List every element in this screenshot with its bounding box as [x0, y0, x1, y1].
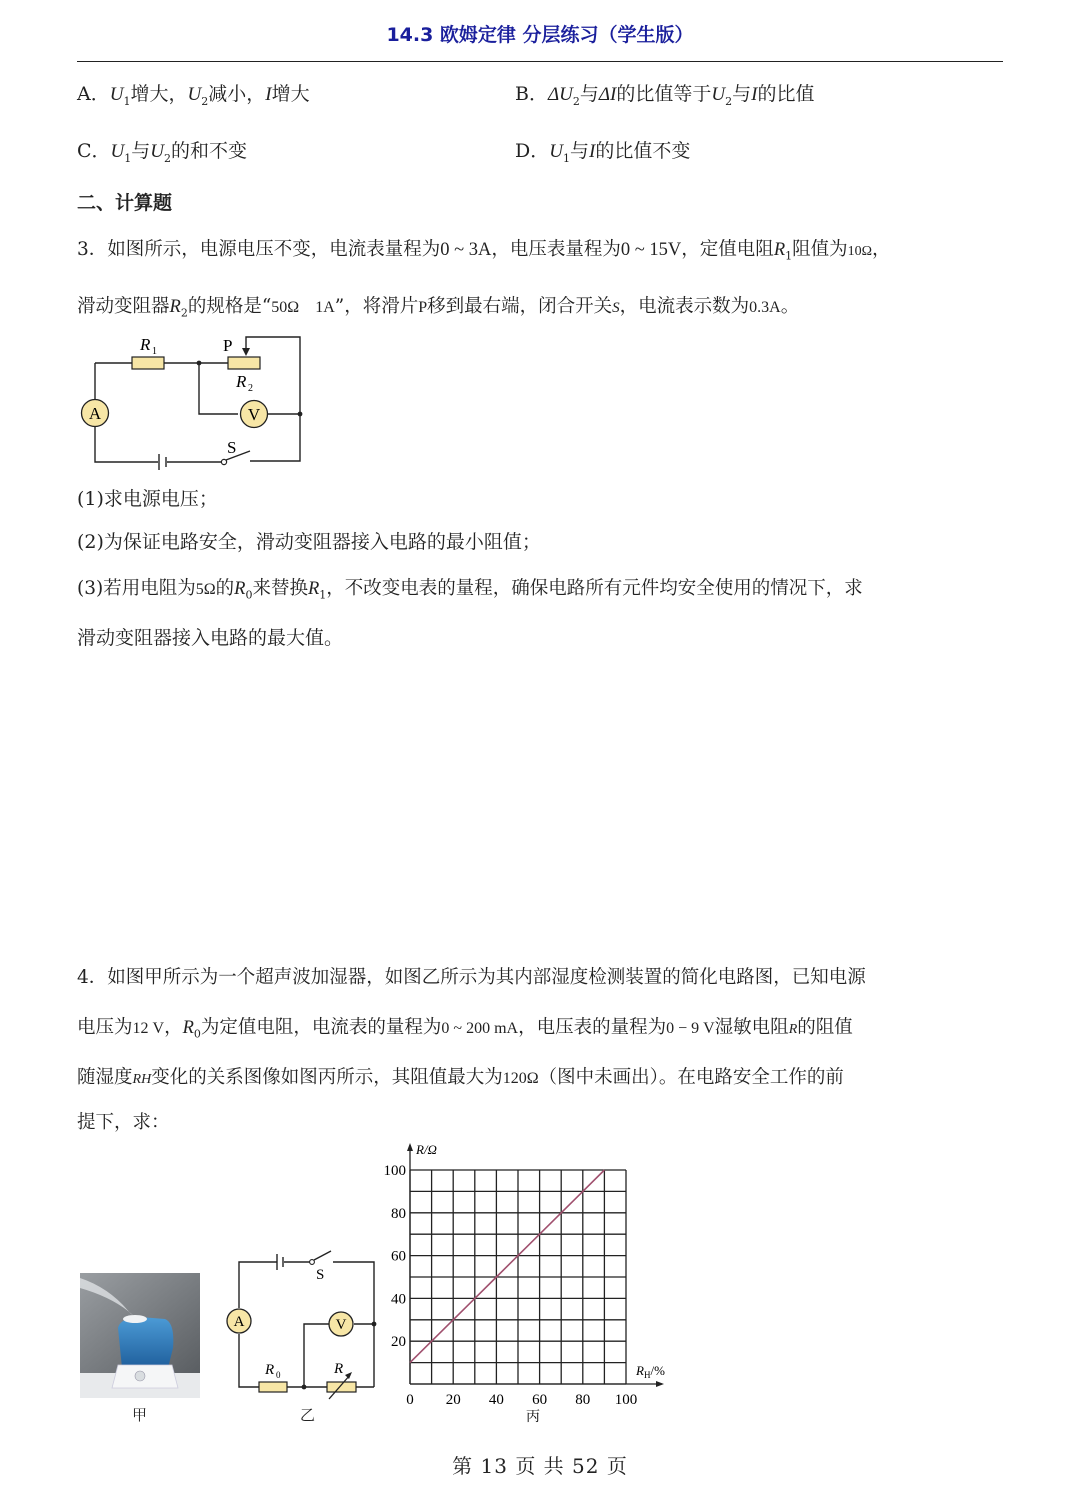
voltmeter-label: V [247, 405, 261, 424]
y-axis-arrow-icon [407, 1143, 413, 1151]
text: ， [164, 1017, 183, 1038]
var: R [169, 297, 181, 317]
chart-tick-labels [384, 1163, 638, 1408]
series-line [410, 1170, 604, 1363]
humidifier-image [80, 1273, 200, 1398]
text: 随湿度 [77, 1067, 133, 1088]
junction-dot [197, 361, 202, 366]
var: U [187, 84, 202, 105]
sub: 0 [193, 1027, 201, 1041]
switch-label: S [227, 438, 237, 457]
option-a [77, 82, 310, 114]
q3-line-2 [77, 295, 799, 326]
rheostat-r2 [228, 357, 260, 369]
text: 电压为 [77, 1017, 133, 1038]
fig-jia-caption: 甲 [132, 1406, 148, 1424]
junction-dot [302, 1385, 307, 1390]
wire [95, 426, 158, 462]
x-tick-label: 0 [406, 1392, 414, 1408]
range: 0 ~ 200 mA [441, 1020, 519, 1037]
text: (3)若用电阻为 [77, 578, 196, 599]
sub: 1 [124, 151, 132, 165]
r-label: R [334, 1361, 344, 1377]
value: 0.3A [749, 299, 781, 316]
switch-pivot [221, 459, 226, 464]
var: U [549, 141, 563, 162]
q3-sub-question-1: (1)求电源电压； [77, 488, 218, 510]
text: 增大 [271, 83, 310, 105]
text: 与 [732, 83, 752, 105]
var: U [109, 84, 124, 105]
y-tick-label: 100 [383, 1163, 406, 1179]
sub: 1 [123, 94, 131, 108]
text: 3．如图所示，电源电压不变，电流表量程为 [77, 239, 441, 260]
text: 变化的关系图像如图丙所示，其阻值最大为 [151, 1067, 503, 1088]
text: 移到最右端，闭合开关 [427, 296, 613, 317]
value: 5Ω [195, 581, 216, 598]
wire [199, 363, 238, 414]
text: 与 [569, 140, 589, 162]
text: 来替换 [252, 578, 308, 599]
text: ， [872, 239, 891, 260]
switch-pivot [310, 1260, 315, 1265]
q4-line-4: 提下，求： [77, 1112, 170, 1133]
x-tick-label: 20 [445, 1392, 461, 1408]
text: ，不改变电表的量程，确保电路所有元件均安全使用的情况下，求 [326, 578, 863, 599]
chart-series [410, 1170, 604, 1363]
sub: 2 [201, 94, 209, 108]
text: （图中未画出）。在电路安全工作的前 [538, 1067, 844, 1088]
var: S [612, 300, 620, 316]
text: 与 [579, 83, 599, 105]
resistor-r1 [132, 357, 164, 369]
var: I [265, 84, 272, 105]
resistance-humidity-chart [370, 1135, 680, 1425]
text: 的阻值 [797, 1017, 853, 1038]
r0-subscript: 0 [276, 1370, 281, 1380]
wire [246, 337, 300, 461]
r1-label: R [140, 335, 151, 354]
var: ΔI [598, 84, 617, 105]
q3-sub-question-3-cont: 滑动变阻器接入电路的最大值。 [77, 627, 344, 649]
option-label: B． [515, 83, 548, 105]
var: R [307, 579, 320, 599]
text: 增大， [130, 83, 188, 105]
x-label-unit: /% [650, 1363, 665, 1378]
section-title: 二、计算题 [77, 192, 173, 214]
r2-subscript: 2 [248, 383, 253, 394]
sub: 2 [725, 94, 733, 108]
text: 的比值不变 [595, 140, 691, 162]
x-axis-arrow-icon [656, 1381, 664, 1387]
text: 湿敏电阻 [714, 1017, 789, 1038]
fig-bing-caption: 丙 [526, 1410, 540, 1425]
option-b [515, 82, 814, 114]
ammeter-label: A [88, 404, 102, 423]
var: RH [132, 1072, 152, 1087]
x-tick-label: 40 [488, 1392, 504, 1408]
option-label: C． [77, 140, 111, 162]
sub: 2 [164, 151, 172, 165]
q4-line-1: 4．如图甲所示为一个超声波加湿器，如图乙所示为其内部湿度检测装置的简化电路图，已知电源 [77, 967, 866, 988]
text: 。 [780, 296, 800, 317]
resistor-r0 [259, 1382, 287, 1392]
q4-line-2 [77, 1016, 853, 1047]
text: 为定值电阻，电流表的量程为 [200, 1017, 442, 1038]
var: P [418, 299, 428, 316]
x-axis-label [635, 1363, 665, 1380]
wire [304, 1324, 329, 1387]
switch-lever [314, 1251, 331, 1260]
text: 的和不变 [171, 140, 248, 162]
r0-label: R [265, 1362, 275, 1378]
text: 的比值 [757, 83, 815, 105]
fig-yi-caption: 乙 [300, 1406, 316, 1424]
value: 12 V [132, 1020, 165, 1037]
y-tick-label: 20 [391, 1334, 406, 1351]
text: 减小， [208, 83, 266, 105]
sub: 1 [319, 588, 327, 602]
text: ，电压表量程为 [491, 239, 621, 260]
q4-line-3 [77, 1066, 844, 1092]
sub: 0 [245, 588, 253, 602]
ammeter-label: A [233, 1314, 245, 1330]
sub: 2 [572, 94, 580, 108]
text: 的 [215, 578, 235, 599]
var: U [150, 141, 165, 162]
var: R [234, 579, 246, 599]
text: ，定值电阻 [681, 239, 774, 260]
text: 阻值为 [792, 239, 848, 260]
sub: 1 [785, 249, 793, 263]
variable-arrow-icon [345, 1372, 352, 1379]
y-tick-label: 80 [391, 1205, 406, 1222]
text: 的比值等于 [616, 83, 712, 105]
y-axis-label: R/Ω [416, 1142, 437, 1157]
range: 0 ~ 3A [440, 240, 492, 260]
spec: 50Ω 1A [271, 299, 335, 316]
option-label: A． [77, 83, 110, 105]
r1-subscript: 1 [152, 346, 157, 357]
page-header-title: 14.3 欧姆定律 分层练习（学生版） [386, 24, 694, 46]
x-tick-label: 80 [575, 1392, 591, 1408]
text: 滑动变阻器 [77, 296, 170, 317]
value: 120Ω [502, 1070, 539, 1087]
var: U [110, 141, 125, 162]
var: I [751, 84, 758, 105]
var: I [588, 141, 596, 162]
slider-p-label: P [223, 336, 233, 355]
wire [239, 1262, 277, 1308]
sub: 1 [562, 151, 570, 165]
var: R [788, 1022, 798, 1037]
value: 10Ω [847, 244, 873, 259]
text: ，电流表示数为 [619, 296, 750, 317]
var: R [182, 1018, 194, 1038]
text: ”，将滑片 [334, 296, 419, 317]
sub: 2 [180, 306, 188, 320]
y-tick-label: 60 [391, 1248, 406, 1265]
x-tick-label: 100 [614, 1392, 638, 1408]
x-tick-label: 60 [532, 1392, 548, 1408]
var: U [711, 84, 726, 105]
option-label: D． [515, 140, 550, 162]
option-c [77, 139, 247, 171]
q3-circuit-diagram [70, 325, 320, 475]
q3-line-1 [77, 238, 891, 269]
humidity-sensitive-resistor [327, 1382, 356, 1392]
switch-label: S [316, 1267, 325, 1283]
q3-sub-question-3 [77, 577, 863, 608]
page-footer: 第 13 页 共 52 页 [452, 1454, 628, 1478]
option-d [515, 139, 690, 171]
x-label-var: R [636, 1363, 644, 1378]
var: R [773, 240, 786, 260]
chart-grid [410, 1170, 626, 1384]
slider-arrow-icon [242, 348, 250, 356]
x-label-sub: H [643, 1370, 651, 1380]
range: 0 ~ 15V [620, 240, 682, 260]
var: ΔU [547, 84, 573, 105]
voltmeter-label: V [335, 1317, 347, 1333]
text: 与 [131, 140, 151, 162]
text: ，电压表的量程为 [518, 1017, 667, 1038]
header-divider [77, 61, 1003, 62]
q3-sub-question-2: (2)为保证电路安全，滑动变阻器接入电路的最小阻值； [77, 531, 541, 553]
q4-circuit-diagram [225, 1245, 385, 1405]
range: 0 − 9 V [666, 1020, 715, 1037]
y-tick-label: 40 [391, 1291, 406, 1308]
wire [239, 1334, 259, 1387]
junction-dot [298, 412, 303, 417]
text: 的规格是“ [187, 296, 272, 317]
r2-label: R [236, 372, 247, 391]
